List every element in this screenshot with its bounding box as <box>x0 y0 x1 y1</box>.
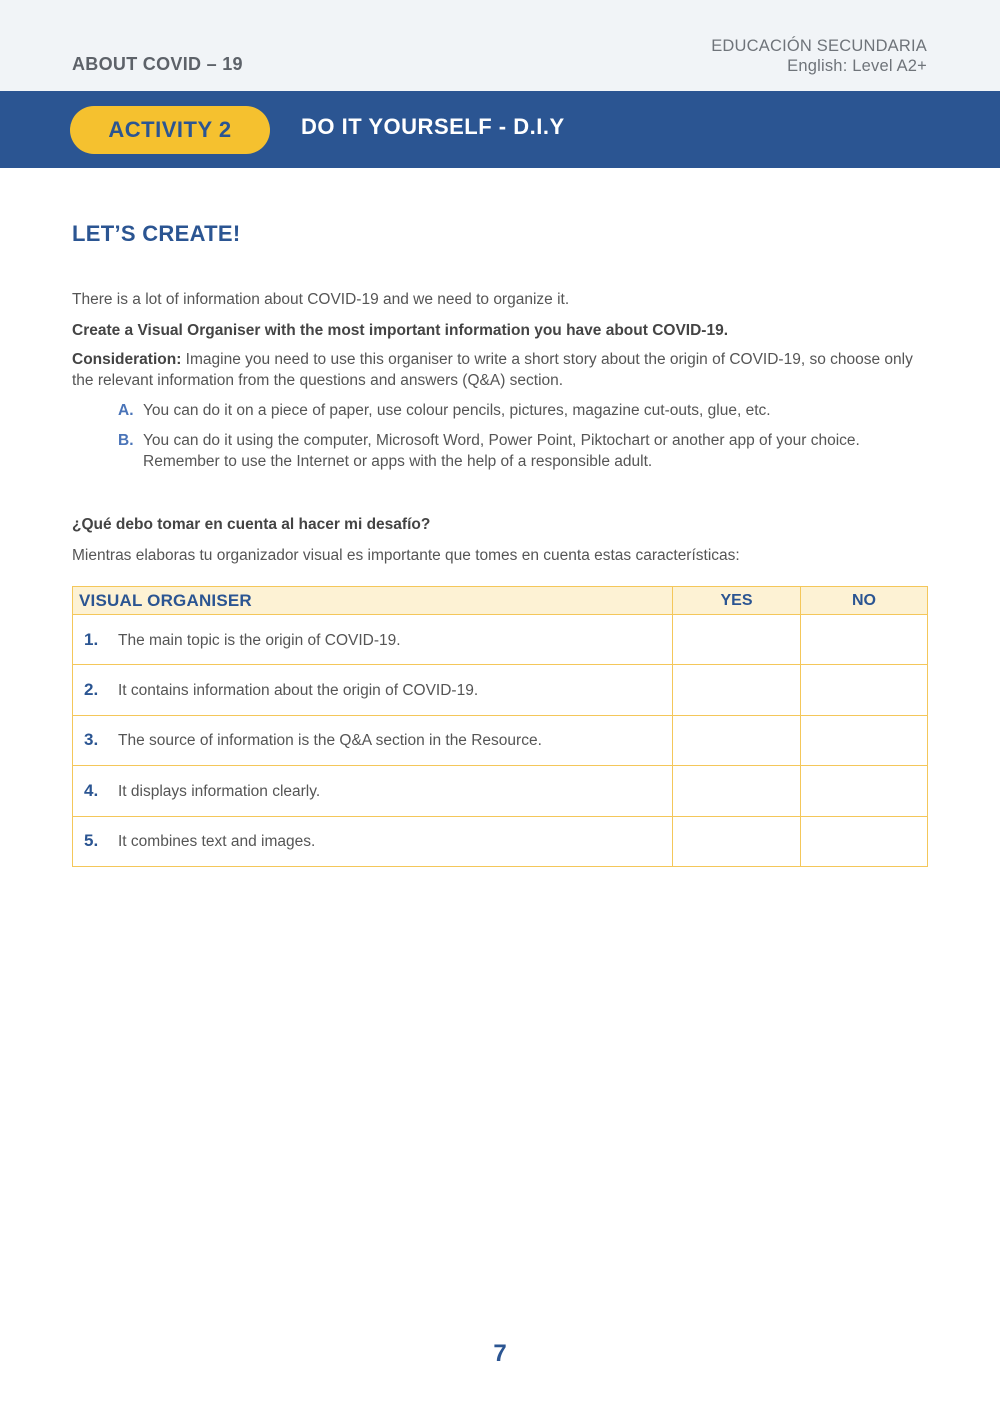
criterion-text: It contains information about the origin of COVID-19. <box>118 682 479 700</box>
criterion-text: It displays information clearly. <box>118 782 321 800</box>
criterion-text: It combines text and images. <box>118 833 316 851</box>
consideration-text: Imagine you need to use this organiser to write a short story about the origin of COVID-19, so choose only the relevant information from the questions and answers (Q&A) section. <box>72 351 913 389</box>
task-paragraph: Create a Visual Organiser with the most important information you have about COVID-19. <box>72 322 729 339</box>
yes-checkbox-cell[interactable] <box>673 715 801 765</box>
no-checkbox-cell[interactable] <box>801 665 928 715</box>
activity-badge: ACTIVITY 2 <box>70 106 270 154</box>
criterion-text: The source of information is the Q&A section in the Resource. <box>118 732 542 750</box>
option-item <box>118 400 933 421</box>
header-no: NO <box>801 587 928 615</box>
level-line-2: English: Level A2+ <box>787 57 927 75</box>
header-visual-organiser: VISUAL ORGANISER <box>73 587 673 615</box>
no-checkbox-cell[interactable] <box>801 715 928 765</box>
section-heading: LET’S CREATE! <box>72 221 241 246</box>
level-info <box>711 36 927 76</box>
option-text: You can do it using the computer, Microsoft Word, Power Point, Piktochart or another app of your choice. Remember to use the Internet or apps with the help of a responsible adult. <box>143 432 860 470</box>
consideration-label: Consideration: <box>72 351 182 368</box>
consideration-paragraph <box>72 349 932 391</box>
level-line-1: EDUCACIÓN SECUNDARIA <box>711 37 927 55</box>
criterion-text: The main topic is the origin of COVID-19. <box>118 631 401 649</box>
option-letter: A. <box>118 402 134 419</box>
table-row <box>73 715 928 765</box>
yes-checkbox-cell[interactable] <box>673 665 801 715</box>
criterion-number: 3. <box>84 730 99 750</box>
table-header-row <box>73 587 928 615</box>
table-row <box>73 766 928 816</box>
criterion-cell <box>73 766 673 816</box>
criterion-number: 1. <box>84 629 99 649</box>
no-checkbox-cell[interactable] <box>801 766 928 816</box>
criterion-number: 5. <box>84 831 99 851</box>
yes-checkbox-cell[interactable] <box>673 615 801 665</box>
criterion-cell <box>73 615 673 665</box>
yes-checkbox-cell[interactable] <box>673 766 801 816</box>
header-yes: YES <box>673 587 801 615</box>
visual-organiser-checklist <box>72 586 928 867</box>
question-heading: ¿Qué debo tomar en cuenta al hacer mi desafío? <box>72 516 431 533</box>
intro-paragraph: There is a lot of information about COVID-19 and we need to organize it. <box>72 291 570 308</box>
option-item <box>118 430 933 472</box>
table-row <box>73 816 928 866</box>
table-row <box>73 665 928 715</box>
criterion-cell <box>73 715 673 765</box>
table-row <box>73 615 928 665</box>
option-text: You can do it on a piece of paper, use colour pencils, pictures, magazine cut-outs, glue, etc. <box>143 402 771 419</box>
criterion-number: 4. <box>84 780 99 800</box>
criterion-number: 2. <box>84 680 99 700</box>
criterion-cell <box>73 816 673 866</box>
subject-title: ABOUT COVID – 19 <box>72 54 243 74</box>
criterion-cell <box>73 665 673 715</box>
activity-title: DO IT YOURSELF - D.I.Y <box>301 114 565 139</box>
question-text: Mientras elaboras tu organizador visual es importante que tomes en cuenta estas características: <box>72 547 740 564</box>
page-number: 7 <box>493 1340 507 1367</box>
option-letter: B. <box>118 432 134 449</box>
no-checkbox-cell[interactable] <box>801 816 928 866</box>
yes-checkbox-cell[interactable] <box>673 816 801 866</box>
no-checkbox-cell[interactable] <box>801 615 928 665</box>
